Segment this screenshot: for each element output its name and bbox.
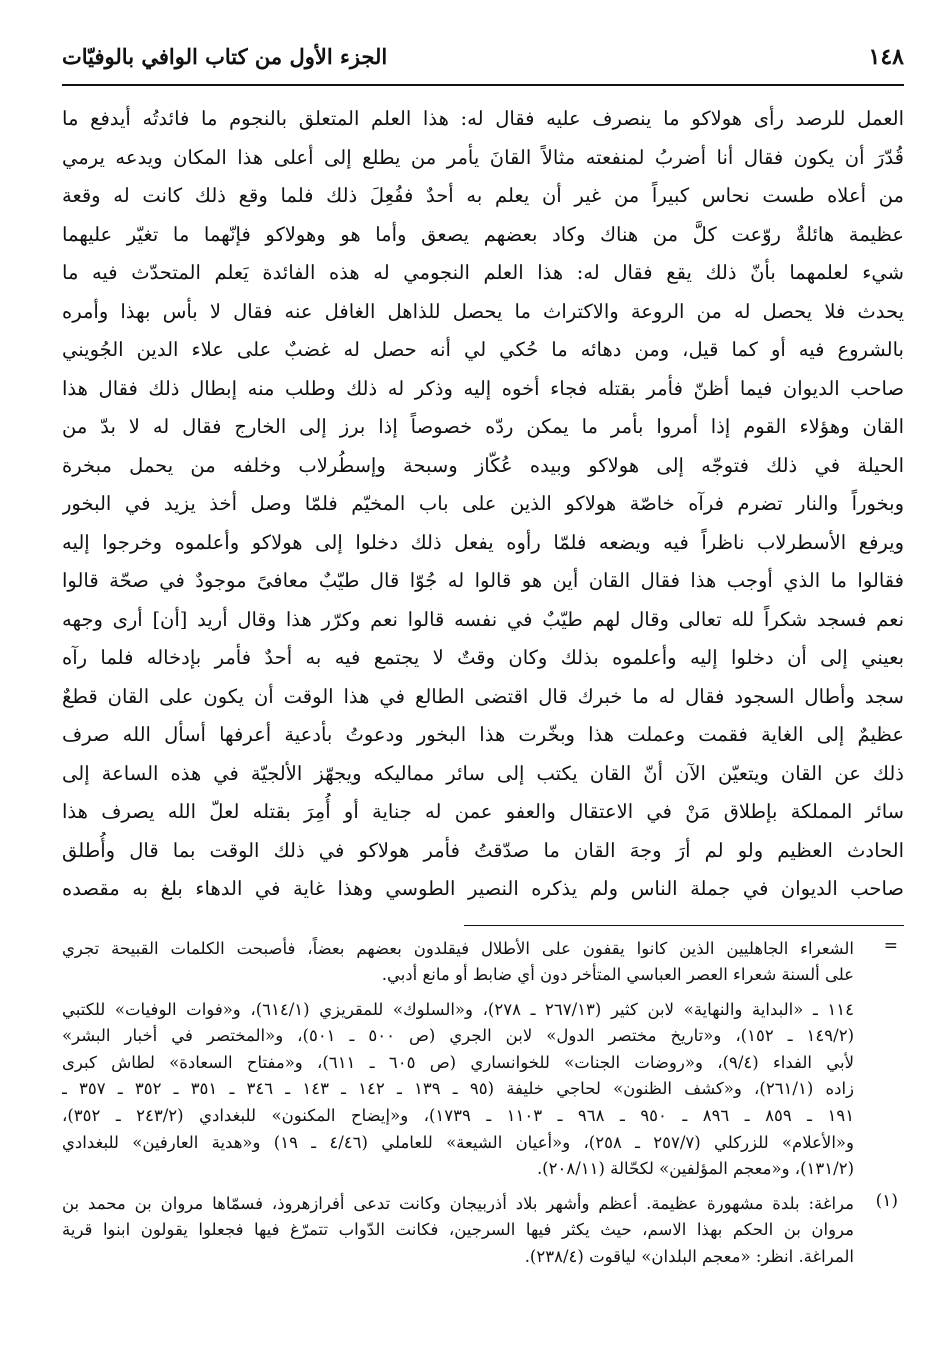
text-line: عظيمٌ إلى الغاية فقمت وعملت هذا وبخّرت هذا البخور ودعوتُ بأدعية أعرفها أسأل الله صرف [62,723,904,746]
text-line: صاحب الديوان في جملة الناس ولم يذكره النصير الطوسي وهذا غاية في الدهاء بلغ به مقصده [62,877,904,900]
text-line: القان وهؤلاء القوم إذا أمروا بأمر ما يمكن ردّه خصوصاً إذا برز إلى الخارج فقال له لا بدّ من [62,415,904,438]
footnote-separator [464,925,904,926]
text-line: ويرفع الأسطرلاب ناظراً فيه ويضعه فلمّا رأوه يفعل ذلك دخلوا إلى هولاكو وأعلموه وخرجوا إليه [62,530,904,554]
footnote [62,1191,904,1271]
text-line: يحدث فلا يحصل له من الروعة والاكتراث ما يحصل للذاهل الغافل عنه فقال لا بأس بهذا وأمره [62,299,904,323]
footnote-line: مراغة: بلدة مشهورة عظيمة. أعظم وأشهر بلاد أذربيجان وكانت تدعى أفرازهروذ، فسمّاها مروان بن محمد بن [62,1193,854,1213]
text-line: وبخوراً والنار تضرم فرآه خاصّة هولاكو الذين على باب المخيّم فلمّا وصل أخذ يزيد في البخور [62,492,904,515]
text-line: نعم فسجد شكراً لله تعالى وقال لهم طيّبٌ في نفسه قالوا نعم وكرّر هذا وقال أريد [أن] أرى وجهه [62,607,904,631]
text-line: الحيلة في ذلك فتوجّه إلى هولاكو وبيده عُكّاز وسبحة وإسطُرلاب وخلفه من يحمل مبخرة [62,453,904,477]
footnote-line: (١٤٩/٢ ـ ١٥٢)، و«تاريخ مختصر الدول» لابن الجري (ص ٥٠٠ ـ ٥٠١)، و«المختصر في أخبار البشر» [62,1026,854,1046]
text-line: من أعلاه طست نحاس كبيراً من غير أن يعلم به أحدٌ ففُعِلَ ذلك فلما وقع ذلك كانت له وقعة [62,184,904,207]
footnote [62,936,904,989]
footnote-marker: (١) [875,1190,898,1211]
text-line: الحادث العظيم ولو لم أرَ وجهَ القان ما صدّقتُ فأمر هولاكو في ذلك الوقت بما قال وأُطلق [62,838,904,862]
page-header [62,38,904,86]
text-line: شيء لعلمهما بأنّ ذلك يقع فقال له: هذا العلم النجومي له هذه الفائدة يَعلم المتحدّث فيه ما [62,261,904,284]
footnote-line: (١٣١/٢)، و«معجم المؤلفين» لكحّالة (٢٠٨/١١). [536,1159,854,1179]
footnote-line: ١٩١ ـ ٨٥٩ ـ ٨٩٦ ـ ٩٥٠ ـ ٩٦٨ ـ ١١٠٣ ـ ١٧٣٩)، و«إيضاح المكنون» للبغدادي (٢٤٣/٢ ـ ٣٥٢)، [62,1106,854,1126]
footnote [62,997,904,1183]
text-line: سجد وأطال السجود فقال له ما خبرك قال اقتضى الطالع في هذا الوقت أن يكون على القان قطعٌ [62,684,904,708]
running-title: الجزء الأول من كتاب الوافي بالوفيّات [62,44,388,69]
footnote-line: زاده (٢٦١/١)، و«كشف الظنون» لحاجي خليفة (٩٥ ـ ١٣٩ ـ ١٤٢ ـ ١٤٣ ـ ٣٤٦ ـ ٣٥١ ـ ٣٥٢ ـ ٣٥٧ ـ [62,1079,854,1099]
footnote-marker: = [883,935,898,956]
book-page [62,38,904,1338]
footnote-line: المراغة. انظر: «معجم البلدان» لياقوت (٢٣٨/٤). [524,1247,854,1267]
text-line: بعيني إلى أن دخلوا إليه وأعلموه بذلك وكان وقتٌ لا يجتمع فيه به أحدٌ فأمر بإدخاله فلما رآه [62,646,904,669]
footnote-line: مروان بن الحكم بهذا الاسم، حيث يكثر فيها السرجين، فكانت الدّواب تتمرّغ فيها فجعلوا يقولون ابنوا قرية [62,1220,854,1240]
text-line: بالشروع فيه أو كما قيل، ومن دهائه ما حُكي لي أنه حصل له غضبٌ على علاء الدين الجُويني [62,338,904,361]
footnote-line: و«الأعلام» للزركلي (٢٥٧/٧ ـ ٢٥٨)، و«أعيان الشيعة» للعاملي (٤/٤٦ ـ ١٩) و«هدية العارفين» للبغدادي [62,1132,854,1152]
text-line: فقالوا ما الذي أوجب هذا فقال القان أين هو قالوا له جُوّا قال طيّبٌ معافىً موجودٌ في صحّة قالوا [62,569,904,592]
footnote-line: لأبي الفداء (٩/٤)، و«روضات الجنات» للخوانساري (ص ٦٠٥ ـ ٦١١)، و«مفتاح السعادة» لطاش كبرى [62,1052,854,1072]
main-text [62,100,904,909]
footnotes [62,936,904,1271]
footnote-line: على ألسنة شعراء العصر العباسي المتأخر دون أي ضابط أو مانع أدبي. [381,965,854,985]
page-number: ١٤٨ [868,44,904,70]
footnote-line: ١١٤ ـ «البداية والنهاية» لابن كثير (٢٦٧/١٣ ـ ٢٧٨)، و«السلوك» للمقريزي (٦١٤/١)، و«فوات الوفيات» للكتبي [62,999,854,1019]
text-line: ذلك عن القان ويتعيّن الآن أنّ القان يكتب إلى سائر مماليكه ويجهّز الألجيّة في هذه الساعة إلى [62,761,904,785]
text-line: قُدّرَ أن يكون فقال أنا أضربُ لمنفعته مثالاً القانَ يأمر من يطلع إلى أعلى هذا المكان ويدعه يرمي [62,145,904,169]
text-line: سائر المملكة بإطلاق مَنْ في الاعتقال والعفو عمن له جناية أو أُمِرَ بقتله لعلّ الله يصرف هذا [62,800,904,823]
text-line: عظيمة هائلةٌ روّعت كلَّ من هناك وكاد بعضهم يصعق وأما هو وهولاكو فإنّهما ما تغيّر عليهما [62,222,904,246]
text-line: صاحب الديوان فيما أظنّ فأمر بقتله فجاء أخوه إليه وذكر له ذلك وطلب منه إبطال ذلك فقال هذا [62,376,904,400]
text-line: العمل للرصد رأى هولاكو ما ينصرف عليه فقال له: هذا العلم المتعلق بالنجوم ما فائدتُه أيدفع ما [62,107,904,130]
footnote-line: الشعراء الجاهليين الذين كانوا يقفون على الأطلال فيقلدون بعضهم بعضاً، فأصبحت الكلمات القبيحة تجري [62,938,854,958]
